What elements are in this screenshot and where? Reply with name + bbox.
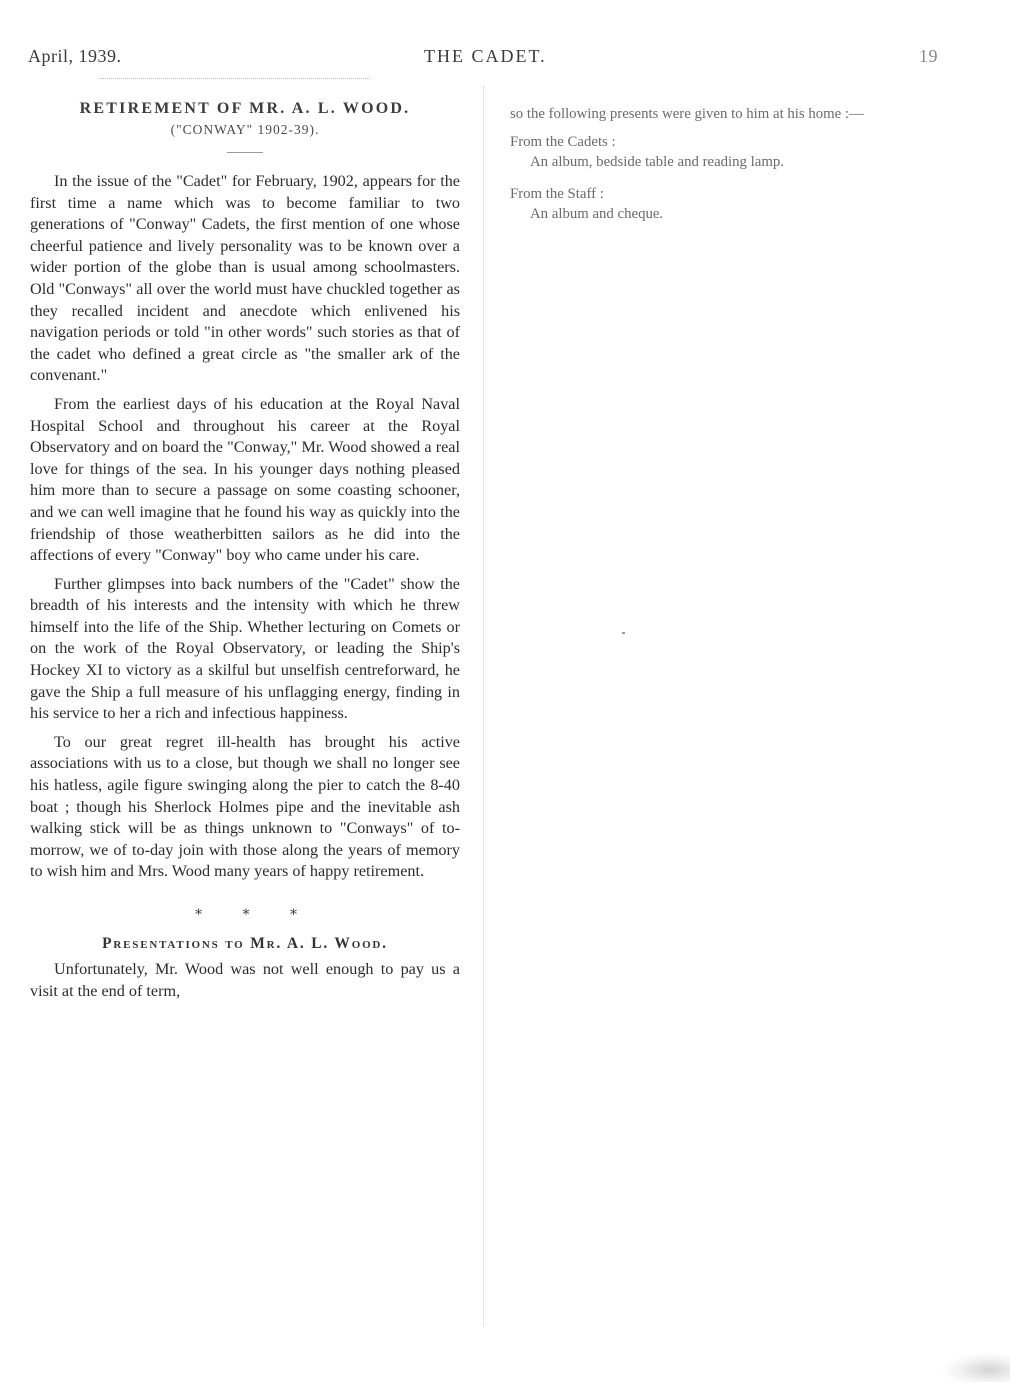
- column-divider: [483, 86, 484, 1326]
- section-separator: * * *: [195, 907, 315, 923]
- presents-group-item: An album, bedside table and reading lamp.: [530, 154, 784, 170]
- presentations-continuation: so the following presents were given to him at his home :—: [510, 106, 864, 122]
- print-speck: [622, 632, 625, 634]
- title-rule: [227, 152, 263, 153]
- issue-date: April, 1939.: [28, 46, 122, 66]
- running-header: [28, 46, 938, 76]
- scan-smudge: [940, 1352, 1010, 1382]
- page-number: 19: [919, 46, 938, 66]
- presents-group-item: An album and cheque.: [530, 206, 664, 222]
- article-paragraph: From the earliest days of his education at the Royal Naval Hospital School and throughout his career at the Royal Observatory and on board the "Conway," Mr. Wood showed a real love for things of the sea. In his younger days nothing pleased him more than to secure a passage on some coasting schooner, and we can well imagine that he found his way as quickly into the friendship of those weatherbitten sailors as he did into the affections of every "Conway" boy who came under his care.: [30, 394, 460, 565]
- publication-title: THE CADET.: [424, 46, 547, 66]
- article-subtitle: ("CONWAY" 1902-39).: [170, 122, 320, 137]
- presents-group-label: From the Cadets :: [510, 134, 616, 150]
- article-paragraph: Further glimpses into back numbers of the "Cadet" show the breadth of his interests and the intensity with which he threw himself into the life of the Ship. Whether lecturing on Comets or on the work of the Royal Observatory, or leading the Ship's Hockey XI to victory as a skilful but unselfish centreforward, he gave the Ship a full measure of his unflagging energy, finding in his service to her a rich and infectious happiness.: [30, 574, 460, 723]
- presents-group-label: From the Staff :: [510, 186, 604, 202]
- article-title: RETIREMENT OF MR. A. L. WOOD.: [79, 100, 411, 117]
- article-paragraph: In the issue of the "Cadet" for February, 1902, appears for the first time a name which was to become familiar to two generations of "Conway" Cadets, the first mention of one whose cheerful patience and lively personality was to be known over a wider portion of the globe than is usual among schoolmasters. Old "Conways" all over the world must have chuckled together as they recalled incident and anecdote which enlivened his navigation periods or told "in other words" such stories as that of the cadet who defined a great circle as "the smaller ark of the convenant.": [30, 172, 460, 385]
- right-column: [510, 104, 940, 224]
- header-rule: [100, 78, 370, 79]
- presentations-title: Presentations to Mr. A. L. Wood.: [102, 935, 388, 952]
- article-paragraph: To our great regret ill-health has brought his active associations with us to a close, but though we shall no longer see his hatless, agile figure swinging along the pier to catch the 8-40 boat ; though his Sherlock Holmes pipe and the inevitable ash walking stick will be as things unknown to "Conways" of to-morrow, we of to-day join with those along the years of memory to wish him and Mrs. Wood many years of happy retirement.: [30, 732, 460, 881]
- left-column: [30, 98, 460, 1009]
- spacer: [510, 172, 940, 184]
- presentations-paragraph: Unfortunately, Mr. Wood was not well enough to pay us a visit at the end of term,: [30, 960, 460, 1000]
